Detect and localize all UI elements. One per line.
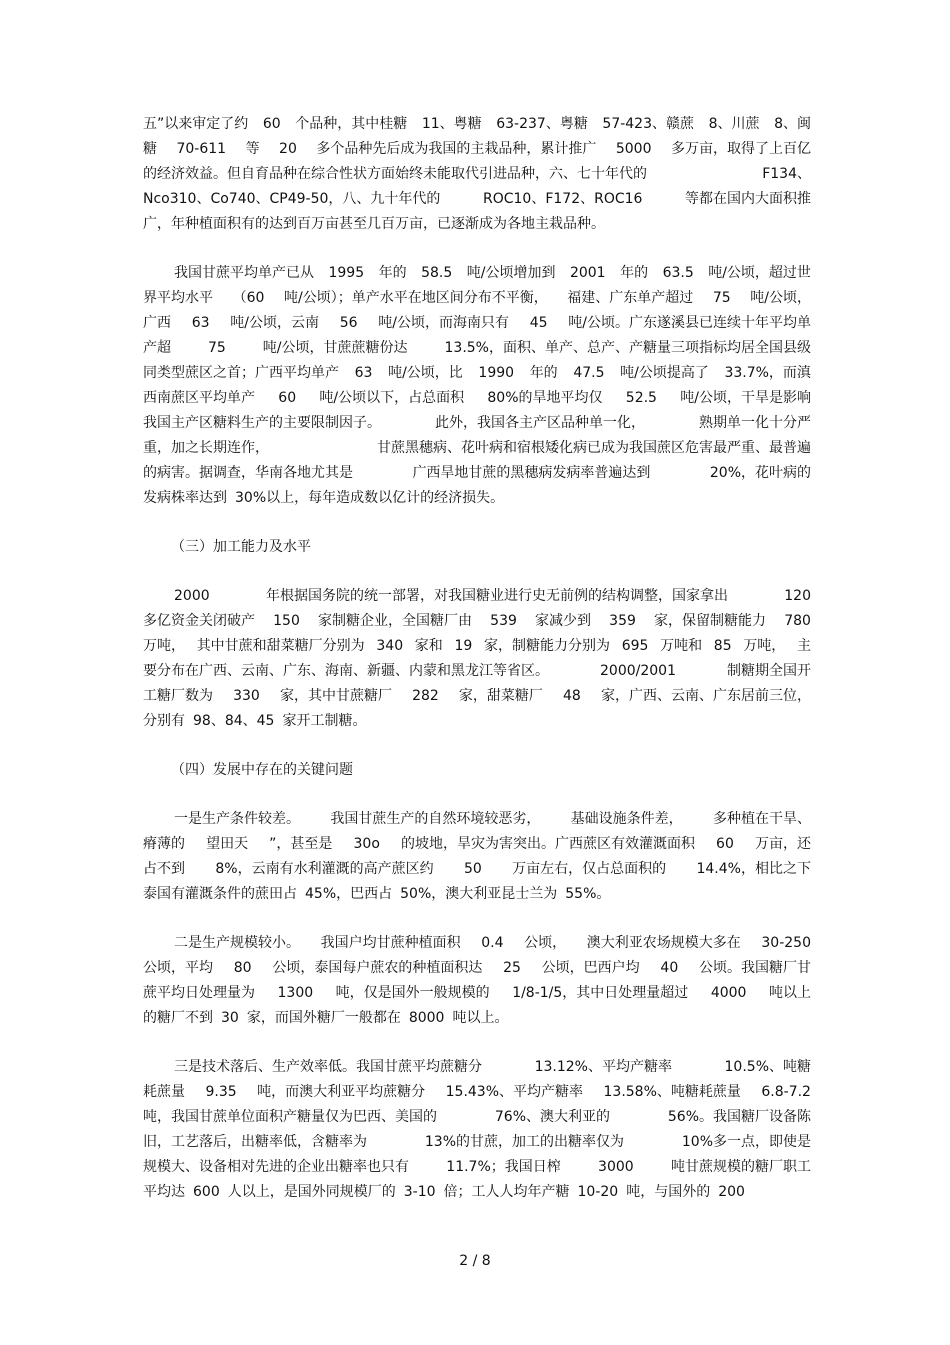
text-line [143,807,811,832]
text-segment: 63 [354,365,373,381]
document-body [143,112,811,1205]
text-segment: 85 [713,638,732,654]
text-segment: 75 [207,340,226,356]
text-line [143,1130,811,1155]
text-segment: 吨/公顷）；单产水平在地区间分布不平衡， [283,290,548,306]
section-heading: （四）发展中存在的关键问题 [171,762,353,778]
text-segment: 63 [191,315,210,331]
text-segment: 同类型蔗区之首；广西平均单产 [143,365,339,381]
text-segment: 分别有 [143,713,185,729]
text-segment: 万亩，还 [754,836,811,852]
text-segment: 63-237、粤糖 [496,116,588,132]
text-segment: 吨/公顷，云南 [230,315,319,331]
text-segment: 家，制糖能力分别为 [484,638,610,654]
text-segment: 西南蔗区平均单产 [143,390,255,406]
text-segment: 63.5 [662,265,694,281]
paragraph-gap [143,511,811,535]
paragraph-gap [143,560,811,584]
text-segment: 年根据国务院的统一部署，对我国糖业进行史无前例的结构调整，国家拿出 [265,588,728,604]
text-segment: 占不到 [143,861,185,877]
text-line [143,584,811,609]
text-segment: 150 [273,613,300,629]
text-segment: 糖 [143,141,157,157]
text-segment: 多个品种先后成为我国的主栽品种，累计推广 [316,141,597,157]
text-segment: 13%的甘蔗，加工的出糖率仅为 [424,1134,624,1150]
text-line [143,709,811,734]
text-segment: 2001 [569,265,606,281]
text-segment: 家和 [414,638,443,654]
text-line [143,609,811,634]
text-segment: 3-10 [403,1184,436,1200]
text-segment: 1/8-1/5，其中日处理量超过 [512,985,689,1001]
text-segment: 吨，而澳大利亚平均蔗糖分 [257,1084,426,1100]
text-segment: 282 [412,688,439,704]
text-segment: 吨，我国甘蔗单位面积产糖量仅为巴西、美国的 [143,1109,437,1125]
text-segment: 11、粤糖 [421,116,482,132]
text-segment: 重，加之长期连作， [143,440,269,456]
text-segment: 15.43%、平均产糖率 [445,1084,584,1100]
text-segment: 福建、广东单产超过 [567,290,694,306]
text-segment: F134、 [762,166,811,182]
text-segment: 30-250 [761,935,811,951]
text-segment: 年的 [529,365,558,381]
text-segment: 瘠薄的 [143,836,185,852]
text-segment: 界平均水平 [143,290,213,306]
text-segment: 公顷， [524,935,567,951]
text-line [143,486,811,511]
text-segment: 澳大利亚农场规模大多在 [586,935,741,951]
text-segment: 8%，云南有水利灌溉的高产蔗区约 [215,861,434,877]
text-segment: 30%以上，每年造成数以亿计的经济损失。 [235,490,505,506]
text-segment: 吨以上。 [452,1010,509,1026]
text-segment: 1995 [328,265,365,281]
text-segment: 70-611 [176,141,227,157]
text-segment: 600 [193,1184,220,1200]
text-segment: 的坡地，旱灾为害突出。广西蔗区有效灌溉面积 [400,836,695,852]
text-line [143,882,811,907]
text-segment: 倍；工人人均年产糖 [443,1184,570,1200]
text-segment: 旧，工艺落后，出糖率低，含糖率为 [143,1134,367,1150]
text-segment: 规模大、设备相对先进的企业出糖率也只有 [143,1159,409,1175]
text-segment: 年的 [620,265,649,281]
text-segment: 发病株率达到 [143,490,227,506]
text-line [143,634,811,659]
text-segment: 2000/2001 [600,663,676,679]
text-line [143,981,811,1006]
paragraph-gap [143,734,811,758]
text-segment: 吨/公顷以下，占总面积 [319,390,465,406]
text-segment: 120 [784,588,811,604]
text-segment: 20 [279,141,297,157]
text-segment: 家，其中甘蔗糖厂 [279,688,392,704]
text-segment: 等 [245,141,260,157]
text-segment: 公顷。我国糖厂甘 [698,960,811,976]
text-line [143,684,811,709]
text-segment: 98、84、45 [193,713,275,729]
text-segment: 吨/公顷， [750,290,811,306]
text-line [143,361,811,386]
text-segment: 75 [712,290,731,306]
text-segment: 50 [463,861,482,877]
text-segment: 望田天 [206,836,249,852]
text-segment: 55%。 [565,886,611,902]
paragraph [143,807,811,907]
text-segment: 14.4%，相比之下 [696,861,811,877]
text-segment: 多种植在干旱、 [712,811,811,827]
text-segment: 五”以来审定了约 [143,116,249,132]
text-segment: 的经济效益。但自育品种在综合性状方面始终未能取代引进品种，六、七十年代的 [143,166,647,182]
text-segment: 吨/公顷，而海南只有 [378,315,509,331]
text-segment: 万吨， [143,638,185,654]
text-line [143,112,811,137]
text-segment: 330 [233,688,260,704]
text-line [143,1180,811,1205]
text-segment: 9.35 [205,1084,237,1100]
paragraph [143,931,811,1031]
text-segment: 基础设施条件差， [570,811,683,827]
text-segment: 19 [454,638,473,654]
text-segment: 25 [503,960,521,976]
text-line [143,436,811,461]
text-segment: 广西旱地甘蔗的黑穗病发病率普遍达到 [412,465,651,481]
text-line [143,857,811,882]
text-segment: 甘蔗黑穗病、花叶病和宿根矮化病已成为我国蔗区危害最严重、最普遍 [377,440,811,456]
page-number: 2 / 8 [459,1253,491,1269]
text-segment: 等都在国内大面积推 [685,191,811,207]
text-segment: 76%、澳大利亚的 [494,1109,610,1125]
text-segment: 0.4 [481,935,504,951]
text-segment: 539 [490,613,517,629]
text-segment: 60 [278,390,297,406]
text-segment: 吨/公顷，甘蔗蔗糖份达 [262,340,408,356]
text-segment: 吨/公顷提高了 [620,365,709,381]
text-segment: 吨/公顷增加到 [466,265,556,281]
text-line [143,386,811,411]
text-segment: 695 [621,638,649,654]
text-segment: 熟期单一化十分严 [699,415,811,431]
text-segment: 主 [797,638,811,654]
text-segment: Nco310、Co740、CP49-50，八、九十年代的 [143,191,441,207]
text-segment: 200 [718,1184,745,1200]
text-segment: 广西 [143,315,171,331]
paragraph-gap [143,1031,811,1055]
text-segment: 6.8-7.2 [761,1084,811,1100]
text-segment: 30o [353,836,380,852]
text-segment: 其中甘蔗和甜菜糖厂分别为 [196,638,365,654]
paragraph-gap [143,783,811,807]
text-segment: 45 [529,315,548,331]
text-segment: （60 [232,290,265,306]
text-line [143,832,811,857]
text-segment: 吨/公顷，干旱是影响 [680,390,811,406]
text-segment: 吨甘蔗规模的糖厂职工 [670,1159,811,1175]
text-segment: 吨/公顷，超过世 [708,265,811,281]
text-segment: 万亩左右，仅占总面积的 [512,861,667,877]
text-segment: 10-20 [577,1184,619,1200]
text-segment: 11.7%；我国日榨 [446,1159,561,1175]
text-segment: 家，保留制糖能力 [654,613,767,629]
text-segment: 产超 [143,340,171,356]
text-line [143,1105,811,1130]
text-segment: 40 [660,960,679,976]
text-segment: 万吨， [743,638,786,654]
text-segment: 10.5%、吨糖 [724,1059,811,1075]
text-segment: 个品种，其中桂糖 [295,116,408,132]
text-segment: 人以上，是国外同规模厂的 [227,1184,396,1200]
text-line [143,1155,811,1180]
text-segment: ”，甚至是 [269,836,333,852]
text-line [143,659,811,684]
text-segment: 58.5 [421,265,453,281]
text-segment: 吨/公顷，比 [388,365,463,381]
text-line [143,931,811,956]
text-segment: 的病害。据调查，华南各地尤其是 [143,465,353,481]
text-segment: 30 [221,1010,239,1026]
text-segment: 我国甘蔗生产的自然环境较恶劣， [330,811,541,827]
paragraph [143,261,811,511]
paragraph [143,1055,811,1205]
text-segment: 我国主产区糖料生产的主要限制因子。 [143,415,381,431]
text-segment: 10%多一点，即使是 [681,1134,811,1150]
text-segment: 要分布在广西、云南、广东、海南、新疆、内蒙和黑龙江等省区。 [143,663,549,679]
text-segment: 60 [262,116,281,132]
text-segment: 8、闽 [774,116,811,132]
text-segment: 13.5%，面积、单产、总产、产糖量三项指标均居全国县级 [444,340,811,356]
text-segment: ROC10、F172、ROC16 [482,191,643,207]
text-line [143,411,811,436]
paragraph-gap [143,237,811,261]
text-segment: 48 [563,688,581,704]
text-segment: 8000 [408,1010,445,1026]
text-segment: 吨，与国外的 [626,1184,711,1200]
text-segment: 家制糖企业，全国糖厂由 [318,613,473,629]
text-segment: 三是技术落后、生产效率低。我国甘蔗平均蔗糖分 [174,1059,482,1075]
paragraph [143,584,811,734]
text-segment: 1300 [277,985,314,1001]
text-segment: 公顷，巴西户均 [541,960,640,976]
text-segment: 公顷，泰国每户蔗农的种植面积达 [272,960,483,976]
text-segment: 47.5 [573,365,605,381]
text-segment: 多亿资金关闭破产 [143,613,255,629]
text-segment: 340 [376,638,404,654]
text-segment: 家，甜菜糖厂 [458,688,543,704]
text-segment: 泰国有灌溉条件的蔗田占 [143,886,297,902]
text-segment: 二是生产规模较小。 [174,935,300,951]
text-segment: 一是生产条件较差。 [174,811,300,827]
text-line [143,311,811,336]
text-segment: 家，而国外糖厂一般都在 [246,1010,401,1026]
text-segment: 33.7%，而滇 [724,365,811,381]
text-segment: 万吨和 [660,638,703,654]
text-segment: 耗蔗量 [143,1084,185,1100]
text-segment: 56%。我国糖厂设备陈 [667,1109,811,1125]
text-segment: 5000 [615,141,652,157]
text-segment: 吨/公顷。广东遂溪县已连续十年平均单 [568,315,811,331]
text-segment: 60 [716,836,734,852]
text-segment: 家，广西、云南、广东居前三位， [600,688,811,704]
text-segment: 广，年种植面积有的达到百万亩甚至几百万亩，已逐渐成为各地主栽品种。 [143,216,605,232]
text-line [143,1006,811,1031]
text-segment: 13.58%、吨糖耗蔗量 [603,1084,741,1100]
text-segment: 56 [339,315,358,331]
text-segment: 13.12%、平均产糖率 [534,1059,672,1075]
text-segment: 家减少到 [535,613,592,629]
text-segment: 80 [233,960,252,976]
text-segment: 家开工制糖。 [282,713,367,729]
text-line [143,336,811,361]
text-segment: 8、川蔗 [708,116,760,132]
text-segment: 4000 [710,985,747,1001]
text-segment: 57-423、赣蔗 [602,116,694,132]
text-segment: 20%，花叶病的 [709,465,811,481]
text-segment: 45%，巴西占 [305,886,393,902]
text-line [143,187,811,212]
text-segment: 吨以上 [768,985,811,1001]
text-line [143,956,811,981]
text-segment: 年的 [378,265,407,281]
text-segment: 此外，我国各主产区品种单一化， [435,415,645,431]
text-segment: 780 [784,613,811,629]
text-segment: 80%的旱地平均仅 [487,390,603,406]
text-line [143,461,811,486]
text-segment: 3000 [598,1159,634,1175]
text-segment: 工糖厂数为 [143,688,213,704]
text-segment: 制糖期全国开 [726,663,811,679]
text-segment: 蔗平均日处理量为 [143,985,255,1001]
text-line [143,162,811,187]
text-line [143,261,811,286]
section-heading: （三）加工能力及水平 [171,539,311,555]
text-segment: 的糖厂不到 [143,1010,213,1026]
text-line [143,286,811,311]
text-segment: 52.5 [625,390,657,406]
paragraph-gap [143,907,811,931]
text-segment: 多万亩，取得了上百亿 [670,141,811,157]
text-segment: 1990 [478,365,515,381]
text-line [143,137,811,162]
text-segment: 359 [609,613,636,629]
text-segment: 公顷，平均 [143,960,213,976]
paragraph [143,112,811,237]
text-segment: 2000 [174,588,210,604]
text-segment: 平均达 [143,1184,185,1200]
text-segment: 我国甘蔗平均单产已从 [174,265,314,281]
text-segment: 吨，仅是国外一般规模的 [335,985,490,1001]
text-line [143,1080,811,1105]
text-segment: 我国户均甘蔗种植面积 [320,935,461,951]
text-segment: 50%，澳大利亚昆士兰为 [400,886,558,902]
text-line [143,1055,811,1080]
text-line [143,212,811,237]
